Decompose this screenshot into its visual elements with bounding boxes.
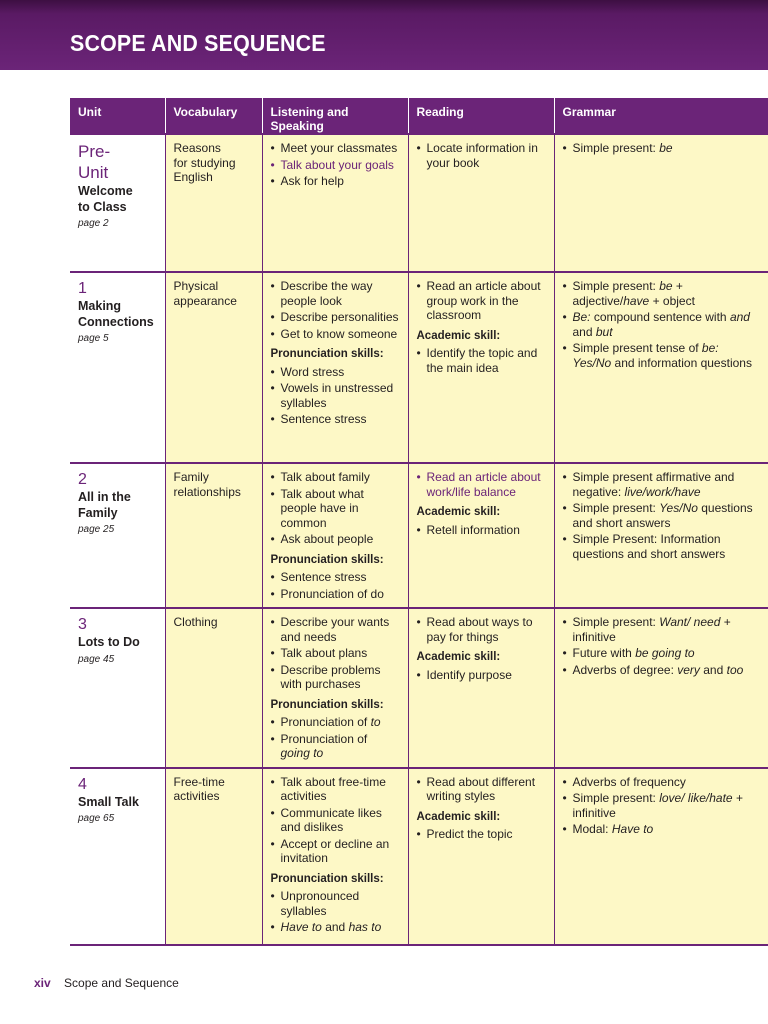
unit-number: 2 (78, 471, 87, 488)
list-item: • Read about ways to pay for things (417, 615, 546, 644)
listening-speaking-cell (262, 463, 408, 608)
list-item: • Talk about family (271, 470, 400, 485)
listening-list (271, 615, 400, 692)
unit-page-ref: page 65 (78, 813, 115, 824)
list-item: • Describe your wants and needs (271, 615, 400, 644)
scope-sequence-table (70, 98, 768, 946)
list-item: • Locate information in your book (417, 141, 546, 170)
grammar-list (563, 470, 761, 561)
list-item: • Talk about your goals (271, 158, 400, 173)
list-item: • Vowels in unstressed syllables (271, 381, 400, 410)
grammar-list (563, 141, 761, 156)
list-item: • Retell information (417, 523, 546, 538)
reading-cell (408, 608, 554, 768)
reading-cell (408, 272, 554, 463)
unit-cell (70, 272, 165, 463)
unit-number: 1 (78, 280, 87, 297)
unit-number: 4 (78, 775, 87, 793)
reading-cell (408, 134, 554, 272)
vocabulary-cell: Physical appearance (165, 272, 262, 463)
listening-list (271, 279, 400, 341)
unit-title: Small Talk (78, 794, 139, 809)
pronunciation-skills-list (271, 889, 400, 935)
pronunciation-skills-list (271, 365, 400, 427)
list-item: • Adverbs of degree: very and too (563, 663, 761, 678)
list-item: • Unpronounced syllables (271, 889, 400, 918)
pronunciation-skills-list (271, 715, 400, 761)
list-item: • Adverbs of frequency (563, 775, 761, 790)
column-header-listening-speaking: Listening and Speaking (262, 98, 408, 134)
unit-title: Lots to Do (78, 635, 140, 649)
grammar-cell (554, 608, 768, 768)
grammar-cell (554, 272, 768, 463)
list-item: • Be: compound sentence with and and but (563, 310, 761, 339)
grammar-cell (554, 768, 768, 945)
list-item: • Ask for help (271, 174, 400, 189)
vocabulary-cell: Reasons for studying English (165, 134, 262, 272)
grammar-cell (554, 134, 768, 272)
list-item: • Accept or decline an invitation (271, 837, 400, 866)
list-item: • Talk about free-time activities (271, 775, 400, 804)
academic-skill-label: Academic skill: (416, 810, 501, 823)
list-item: • Pronunciation of to (271, 715, 400, 730)
list-item: • Ask about people (271, 532, 400, 547)
list-item: • Modal: Have to (563, 822, 761, 837)
list-item: • Describe problems with purchases (271, 663, 400, 692)
unit-page-ref: page 45 (78, 653, 115, 665)
pronunciation-skills-label: Pronunciation skills: (270, 872, 384, 885)
list-item: • Simple present affirmative and negative: live/work/have (563, 470, 761, 499)
list-item: • Describe personalities (271, 310, 400, 325)
unit-row (70, 134, 768, 272)
list-item: • Read about different writing styles (417, 775, 546, 804)
unit-row (70, 608, 768, 768)
column-header-unit: Unit (70, 98, 165, 134)
reading-list (417, 615, 546, 644)
list-item: • Simple present: be (563, 141, 761, 156)
unit-cell (70, 463, 165, 608)
column-header-vocabulary: Vocabulary (165, 98, 262, 134)
unit-cell (70, 134, 165, 272)
academic-skill-label: Academic skill: (416, 651, 501, 663)
reading-cell (408, 768, 554, 945)
listening-speaking-cell (262, 768, 408, 945)
vocabulary-cell: Free-time activities (165, 768, 262, 945)
grammar-list (563, 615, 761, 677)
page-title: SCOPE AND SEQUENCE (70, 30, 326, 56)
unit-page-ref: page 2 (78, 218, 109, 229)
academic-skill-list (417, 346, 546, 375)
list-item: • Have to and has to (271, 920, 400, 935)
column-header-reading: Reading (408, 98, 554, 134)
pronunciation-skills-label: Pronunciation skills: (270, 553, 384, 566)
list-item: • Simple present tense of be: Yes/No and information questions (563, 341, 761, 370)
page-footer (34, 976, 179, 990)
listening-speaking-cell (262, 608, 408, 768)
listening-list (271, 470, 400, 547)
list-item: • Read an article about group work in the classroom (417, 279, 546, 323)
reading-list (417, 775, 546, 804)
vocabulary-cell: Clothing (165, 608, 262, 768)
unit-row (70, 272, 768, 463)
list-item: • Simple Present: Information questions and short answers (563, 532, 761, 561)
column-header-grammar: Grammar (554, 98, 768, 134)
pronunciation-skills-list (271, 570, 400, 601)
unit-title: All in the Family (78, 490, 131, 520)
list-item: • Sentence stress (271, 570, 400, 585)
page-header (0, 0, 768, 70)
list-item: • Word stress (271, 365, 400, 380)
reading-list (417, 141, 546, 170)
unit-cell (70, 768, 165, 945)
list-item: • Identify the topic and the main idea (417, 346, 546, 375)
list-item: • Get to know someone (271, 327, 400, 342)
listening-list (271, 141, 400, 189)
list-item: • Communicate likes and dislikes (271, 806, 400, 835)
listening-list (271, 775, 400, 866)
list-item: • Read an article about work/life balance (417, 470, 546, 499)
reading-list (417, 279, 546, 323)
academic-skill-list (417, 827, 546, 842)
unit-number: Pre- Unit (78, 142, 111, 182)
grammar-cell (554, 463, 768, 608)
list-item: • Pronunciation of do (271, 587, 400, 602)
list-item: • Talk about plans (271, 646, 400, 661)
list-item: • Describe the way people look (271, 279, 400, 308)
grammar-list (563, 775, 761, 837)
list-item: • Simple present: Want/ need + infinitive (563, 615, 761, 644)
academic-skill-list (417, 668, 546, 683)
academic-skill-label: Academic skill: (416, 329, 501, 342)
vocabulary-cell: Family relationships (165, 463, 262, 608)
list-item: • Simple present: love/ like/hate + infinitive (563, 791, 761, 820)
pronunciation-skills-label: Pronunciation skills: (270, 348, 384, 360)
reading-list (417, 470, 546, 499)
table-header-row (70, 98, 768, 134)
unit-number: 3 (78, 616, 87, 633)
unit-cell (70, 608, 165, 768)
list-item: • Pronunciation of going to (271, 732, 400, 761)
list-item: • Predict the topic (417, 827, 546, 842)
academic-skill-list (417, 523, 546, 538)
unit-row (70, 768, 768, 945)
list-item: • Meet your classmates (271, 141, 400, 156)
unit-page-ref: page 5 (78, 333, 109, 344)
unit-row (70, 463, 768, 608)
footer-page-number: xiv (34, 976, 51, 990)
listening-speaking-cell (262, 134, 408, 272)
footer-label: Scope and Sequence (64, 976, 179, 990)
list-item: • Sentence stress (271, 412, 400, 427)
list-item: • Simple present: Yes/No questions and short answers (563, 501, 761, 530)
list-item: • Simple present: be + adjective/have + object (563, 279, 761, 308)
grammar-list (563, 279, 761, 370)
list-item: • Talk about what people have in common (271, 487, 400, 531)
unit-title: Making Connections (78, 299, 154, 329)
list-item: • Identify purpose (417, 668, 546, 683)
reading-cell (408, 463, 554, 608)
listening-speaking-cell (262, 272, 408, 463)
unit-title: Welcome to Class (78, 184, 133, 214)
list-item: • Future with be going to (563, 646, 761, 661)
pronunciation-skills-label: Pronunciation skills: (270, 698, 384, 711)
academic-skill-label: Academic skill: (416, 506, 501, 518)
unit-page-ref: page 25 (78, 524, 115, 535)
